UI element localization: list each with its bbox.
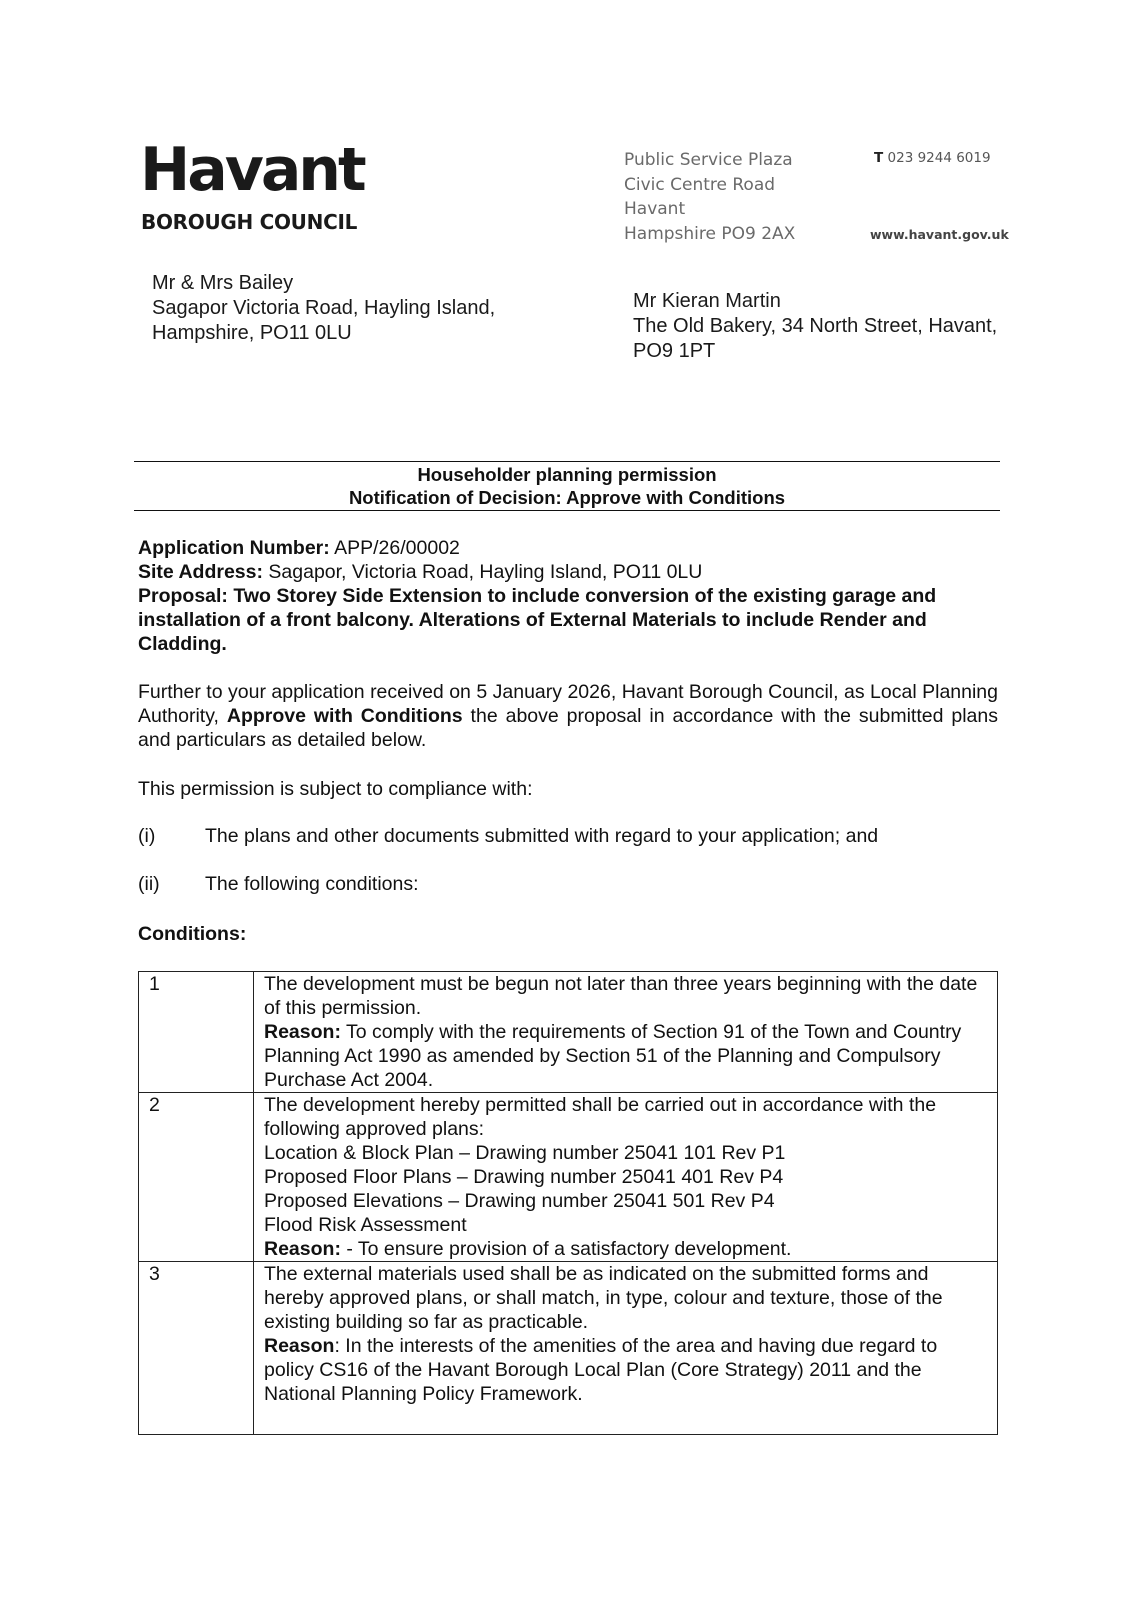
agent-address — [633, 289, 997, 364]
decision-title: Notification of Decision: Approve with Conditions — [348, 487, 786, 508]
application-number — [138, 536, 998, 560]
condition-reason — [264, 1020, 991, 1092]
condition-number: 1 — [139, 972, 254, 1093]
council-address — [624, 148, 795, 246]
condition-cell — [254, 1093, 998, 1262]
applicant-address-line: Hampshire, PO11 0LU — [152, 322, 352, 344]
condition-text: The development must be begun not later than three years beginning with the date of this permission. — [264, 973, 978, 1019]
proposal-label: Proposal: — [138, 585, 228, 607]
title-top-rule — [134, 461, 1000, 462]
title-bottom-rule — [134, 510, 1000, 511]
application-number-value: APP/26/00002 — [334, 537, 460, 559]
condition-text: The development hereby permitted shall be carried out in accordance with the following approved plans: — [264, 1094, 937, 1140]
telephone-number: 023 9244 6019 — [887, 150, 991, 166]
council-website: www.havant.gov.uk — [870, 227, 1009, 242]
decision-paragraph — [138, 680, 998, 752]
decision-outcome: Approve with Conditions — [226, 705, 463, 727]
reason-label: Reason: — [264, 1238, 341, 1260]
applicant-address — [152, 271, 495, 346]
compliance-item-text: The plans and other documents submitted with regard to your application; and — [205, 825, 879, 847]
condition-reason — [264, 1237, 991, 1261]
table-row — [139, 972, 998, 1093]
condition-number: 2 — [139, 1093, 254, 1262]
document-title: Householder planning permission — [417, 464, 717, 485]
condition-cell — [254, 972, 998, 1093]
agent-address-line: PO9 1PT — [633, 340, 716, 362]
condition-cell — [254, 1262, 998, 1435]
applicant-address-line: Sagapor Victoria Road, Hayling Island, — [152, 297, 496, 319]
reason-text: - To ensure provision of a satisfactory development. — [340, 1238, 792, 1260]
compliance-item-text: The following conditions: — [205, 873, 419, 895]
site-address — [138, 560, 998, 584]
condition-number: 3 — [139, 1262, 254, 1435]
council-telephone — [874, 150, 991, 166]
decision-text-after: the above proposal in accordance with the submitted plans and particulars as detailed below. — [138, 705, 998, 751]
council-logo-subtitle: BOROUGH COUNCIL — [141, 210, 358, 234]
proposal — [138, 584, 998, 656]
proposal-text: Two Storey Side Extension to include conversion of the existing garage and installation of a front balcony. Alterations of External Materials to include Render and Cladding. — [138, 585, 937, 655]
reason-label: Reason — [264, 1335, 335, 1357]
council-address-line: Havant — [624, 199, 686, 219]
telephone-prefix: T — [874, 150, 884, 166]
council-address-line: Civic Centre Road — [624, 174, 776, 195]
conditions-table — [138, 971, 998, 1435]
site-address-value: Sagapor, Victoria Road, Hayling Island, PO11 0LU — [268, 561, 703, 583]
reason-label: Reason: — [264, 1021, 341, 1043]
approved-plan: Proposed Floor Plans – Drawing number 25041 401 Rev P4 — [264, 1166, 784, 1188]
council-logo-wordmark: Havant — [140, 135, 364, 205]
site-address-label: Site Address: — [138, 561, 263, 583]
application-number-label: Application Number: — [138, 537, 330, 559]
conditions-heading: Conditions: — [138, 923, 247, 945]
table-row — [139, 1093, 998, 1262]
applicant-address-line: Mr & Mrs Bailey — [152, 272, 294, 294]
agent-address-line: Mr Kieran Martin — [633, 290, 781, 312]
reason-text: : In the interests of the amenities of the area and having due regard to policy CS16 of the Havant Borough Local Plan (Core Strategy) 2011 and the National Planning Policy Framework. — [264, 1335, 938, 1405]
agent-address-line: The Old Bakery, 34 North Street, Havant, — [633, 315, 998, 337]
council-address-line: Hampshire PO9 2AX — [624, 223, 796, 244]
approved-plan: Location & Block Plan – Drawing number 25041 101 Rev P1 — [264, 1142, 786, 1164]
table-row — [139, 1262, 998, 1435]
reason-text: To comply with the requirements of Section 91 of the Town and Country Planning Act 1990 as amended by Section 51 of the Planning and Compulsory Purchase Act 2004. — [264, 1021, 962, 1091]
decision-text-before: Further to your application received on 5 January 2026, Havant Borough Council, as Local Planning Authority, — [138, 681, 998, 727]
council-address-line: Public Service Plaza — [624, 150, 793, 170]
approved-plan: Flood Risk Assessment — [264, 1214, 467, 1236]
condition-text: The external materials used shall be as indicated on the submitted forms and hereby approved plans, or shall match, in type, colour and texture, those of the existing building so far as practicable. — [264, 1263, 943, 1333]
condition-reason — [264, 1334, 991, 1406]
compliance-item-number: (i) — [138, 825, 156, 847]
approved-plan: Proposed Elevations – Drawing number 25041 501 Rev P4 — [264, 1190, 775, 1212]
compliance-item-number: (ii) — [138, 873, 160, 895]
compliance-intro: This permission is subject to compliance with: — [138, 778, 533, 800]
